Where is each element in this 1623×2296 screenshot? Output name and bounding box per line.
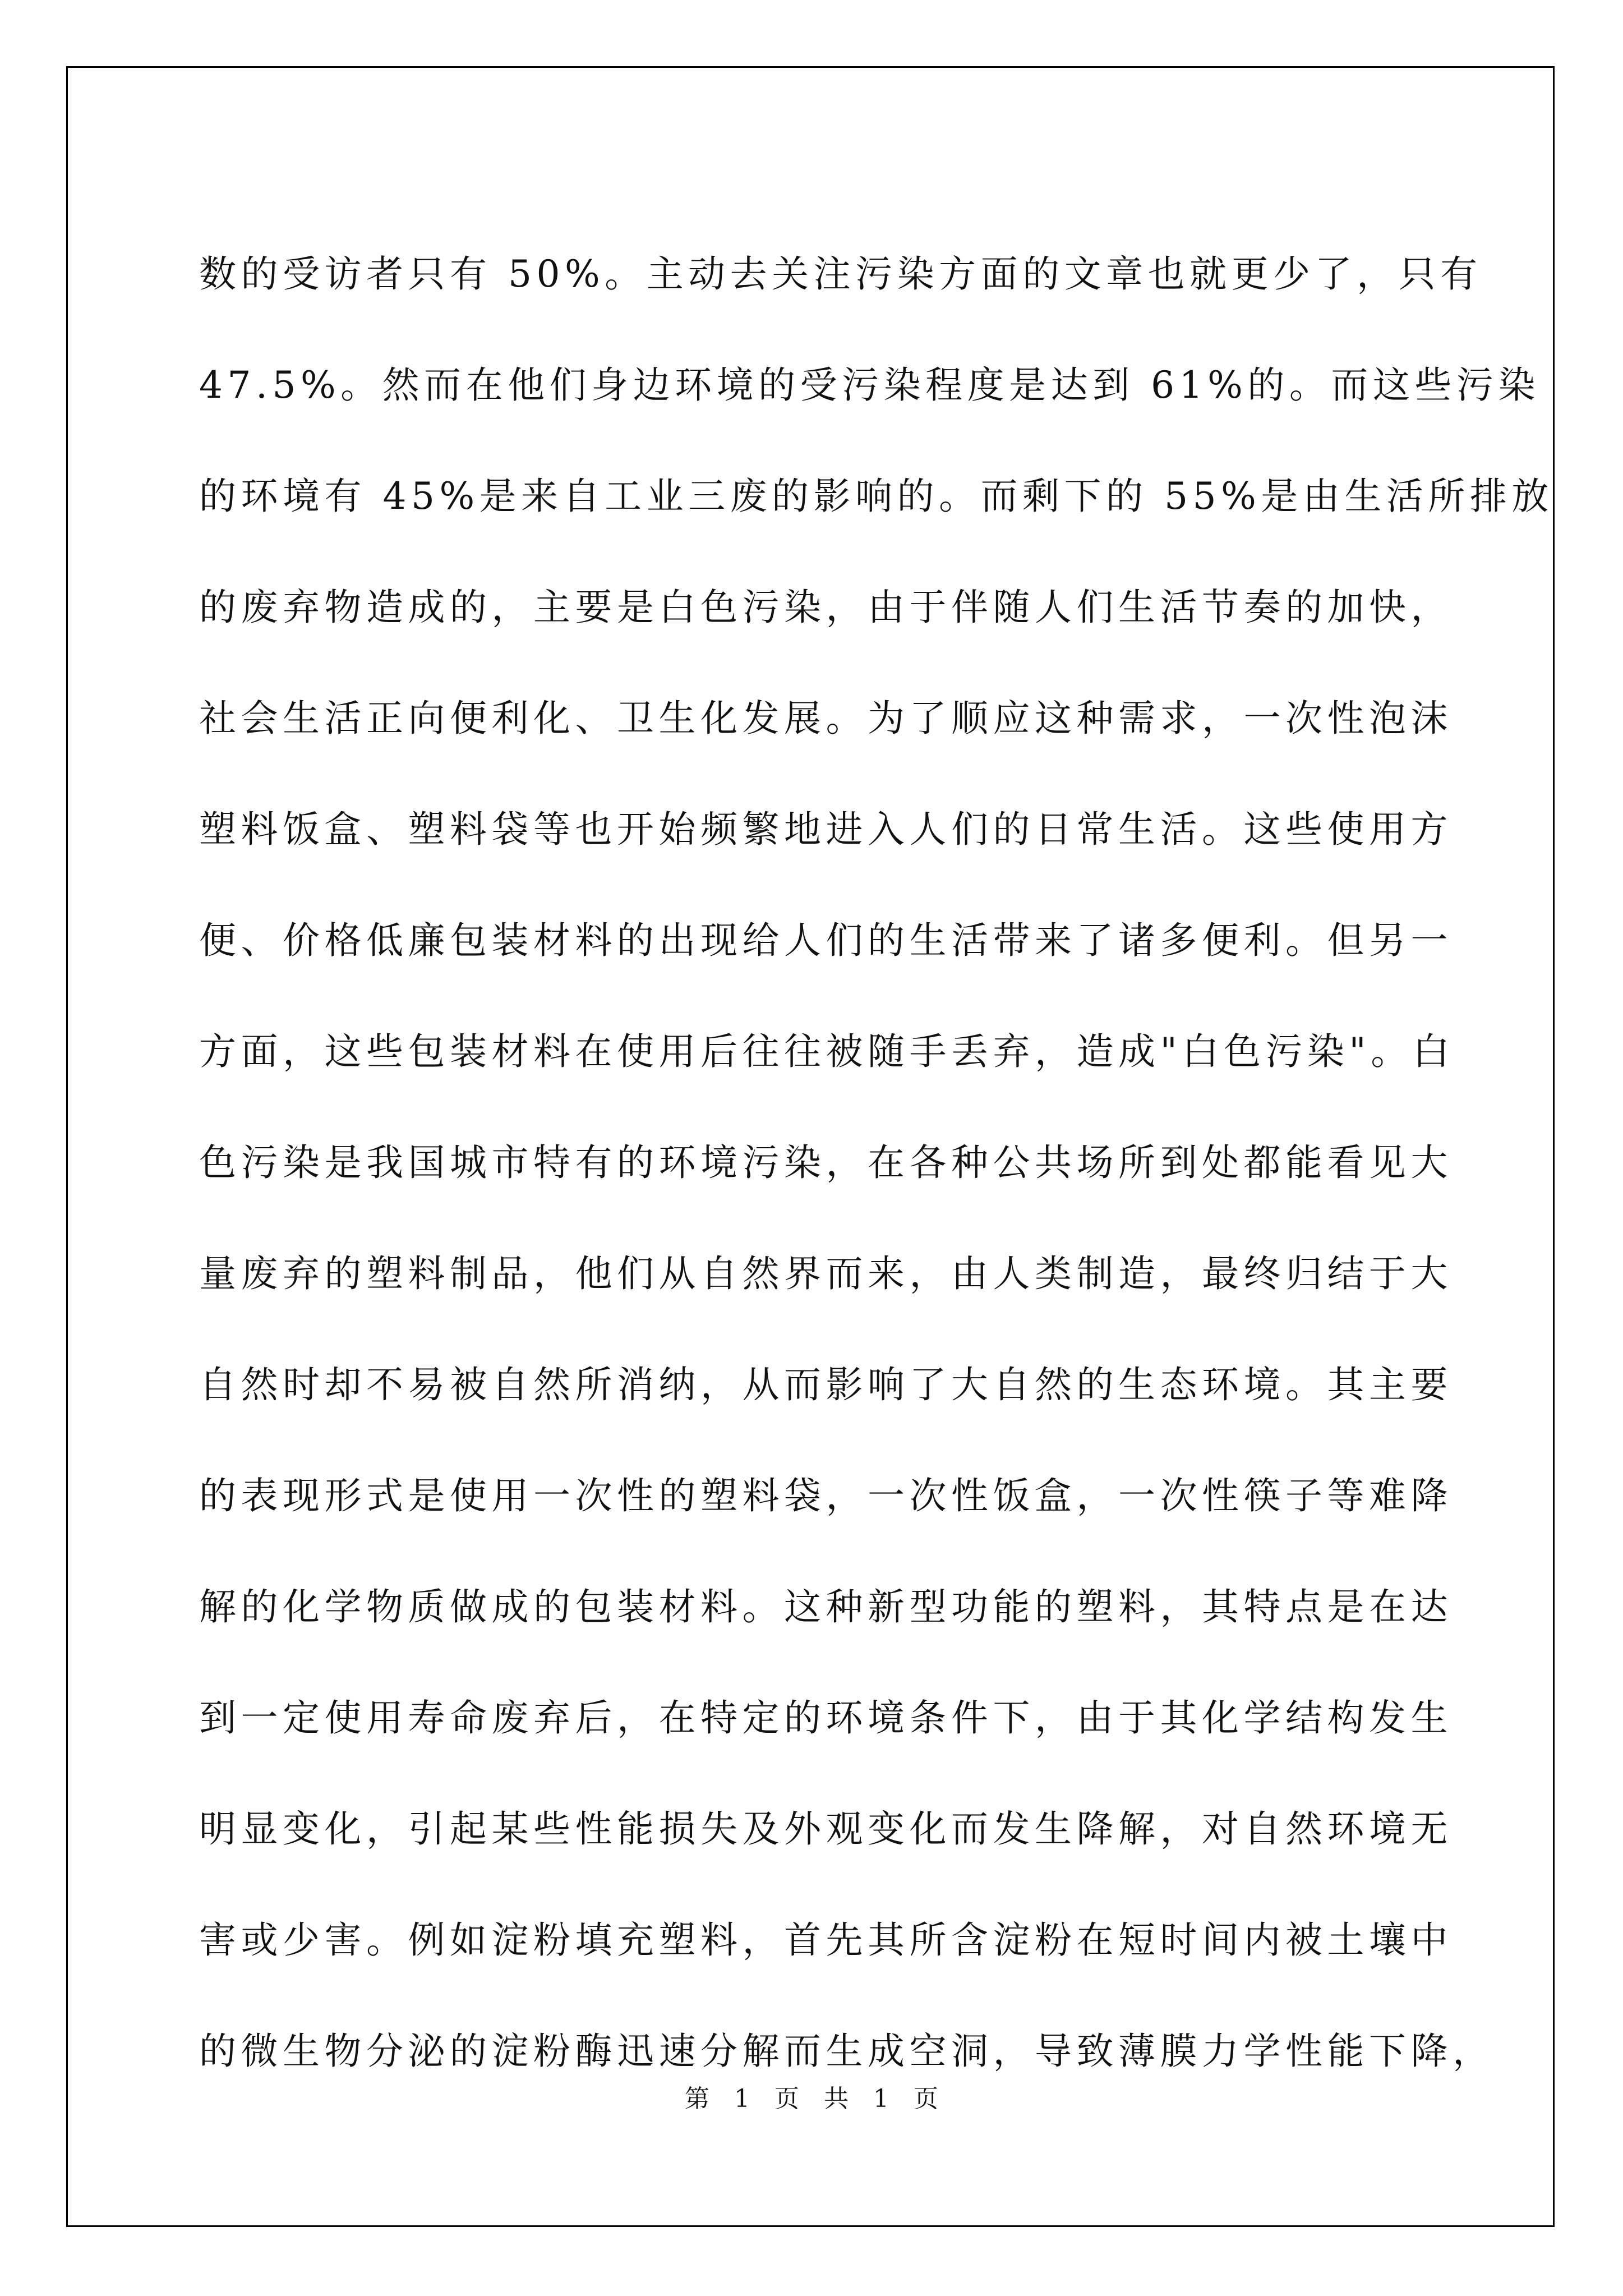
text-line: 的废弃物造成的，主要是白色污染，由于伴随人们生活节奏的加快， [199, 586, 1453, 629]
page-number-footer: 第 1 页 共 1 页 [685, 2085, 938, 2113]
text-line: 47.5%。然而在他们身边环境的受污染程度是达到 61%的。而这些污染 [199, 364, 1540, 407]
text-line: 自然时却不易被自然所消纳，从而影响了大自然的生态环境。其主要 [199, 1363, 1453, 1406]
text-line: 便、价格低廉包装材料的出现给人们的生活带来了诸多便利。但另一 [199, 919, 1453, 962]
text-line: 的环境有 45%是来自工业三废的影响的。而剩下的 55%是由生活所排放 [199, 475, 1553, 518]
text-line: 数的受访者只有 50%。主动去关注污染方面的文章也就更少了，只有 [199, 252, 1482, 296]
text-line: 方面，这些包装材料在使用后往往被随手丢弃，造成"白色污染"。白 [199, 1030, 1455, 1073]
text-line: 到一定使用寿命废弃后，在特定的环境条件下，由于其化学结构发生 [199, 1696, 1453, 1740]
text-line: 的微生物分泌的淀粉酶迅速分解而生成空洞，导致薄膜力学性能下降， [199, 2030, 1495, 2073]
text-line: 社会生活正向便利化、卫生化发展。为了顺应这种需求，一次性泡沫 [199, 697, 1453, 740]
text-line: 塑料饭盒、塑料袋等也开始频繁地进入人们的日常生活。这些使用方 [199, 808, 1453, 851]
text-line: 解的化学物质做成的包装材料。这种新型功能的塑料，其特点是在达 [199, 1585, 1453, 1628]
document-body [199, 219, 1553, 2107]
text-line: 害或少害。例如淀粉填充塑料，首先其所含淀粉在短时间内被土壤中 [199, 1918, 1453, 1962]
text-line: 的表现形式是使用一次性的塑料袋，一次性饭盒，一次性筷子等难降 [199, 1474, 1453, 1517]
text-line: 量废弃的塑料制品，他们从自然界而来，由人类制造，最终归结于大 [199, 1252, 1453, 1295]
text-line: 明显变化，引起某些性能损失及外观变化而发生降解，对自然环境无 [199, 1807, 1453, 1851]
text-line: 色污染是我国城市特有的环境污染，在各种公共场所到处都能看见大 [199, 1141, 1453, 1184]
